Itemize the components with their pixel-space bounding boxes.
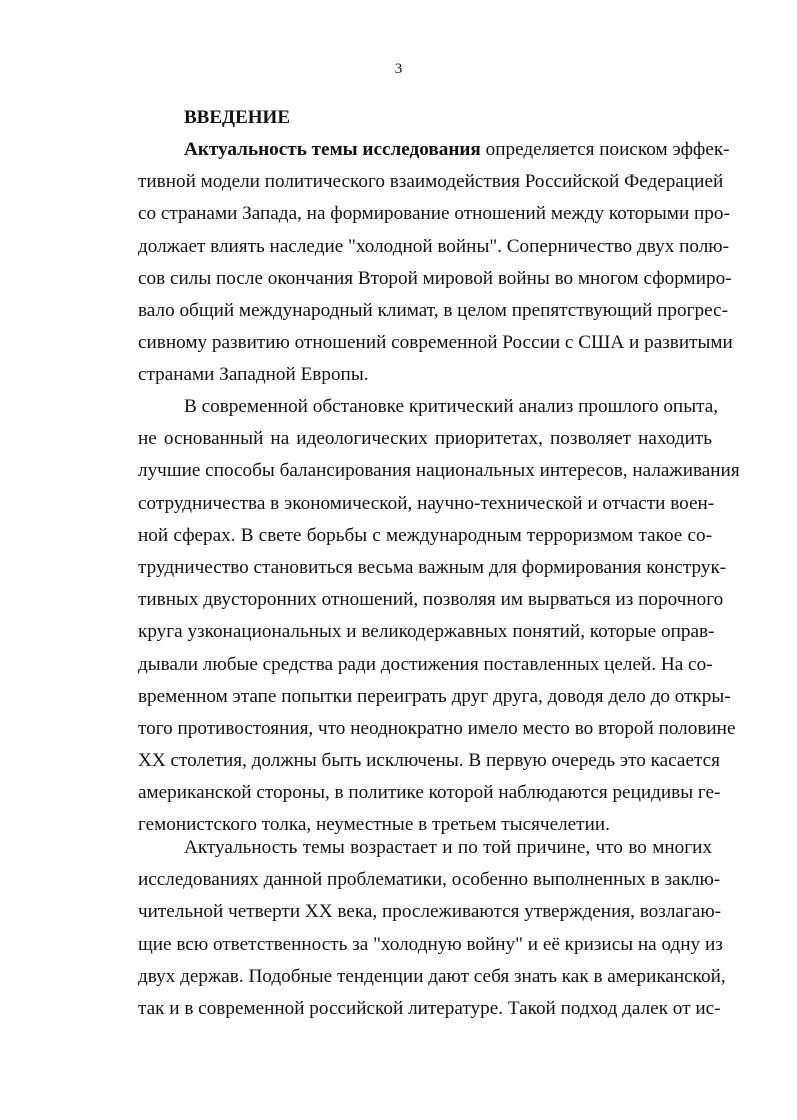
paragraph-line: чительной четверти XX века, прослеживаются утверждения, возлагаю- — [138, 901, 722, 923]
paragraph-line: В современной обстановке критический анализ прошлого опыта, — [184, 396, 719, 417]
bold-lead: Актуальность темы исследования — [184, 139, 481, 160]
paragraph-line: дывали любые средства ради достижения поставленных целей. На со- — [138, 653, 713, 675]
paragraph-line: гемонистского толка, неуместные в третьем тысячелетии. — [138, 814, 610, 836]
paragraph-line: XX столетия, должны быть исключены. В первую очередь это касается — [138, 750, 720, 772]
paragraph-line — [138, 134, 730, 166]
paragraph-line: щие всю ответственность за "холодную войну" и её кризисы на одну из — [138, 933, 723, 955]
paragraph-relevance — [138, 134, 733, 392]
paragraph-line: ной сферах. В свете борьбы с международным терроризмом такое со- — [138, 524, 712, 546]
page-number: 3 — [394, 61, 403, 77]
paragraph-line: временном этапе попытки переиграть друг друга, доводя дело до откры- — [138, 685, 731, 707]
paragraph-line: круга узконациональных и великодержавных понятий, которые оправ- — [138, 621, 715, 643]
paragraph-line: сивному развитию отношений современной России с США и развитыми — [138, 332, 733, 354]
paragraph-line: вало общий международный климат, в целом препятствующий прогрес- — [138, 299, 728, 321]
paragraph-line: лучшие способы балансирования национальных интересов, налаживания — [138, 460, 740, 482]
paragraph-modern-situation — [138, 391, 740, 842]
lead-rest: определяется поиском эффек- — [480, 139, 730, 160]
paragraph-line: странами Западной Европы. — [138, 364, 369, 386]
paragraph-line: того противостояния, что неоднократно имело место во второй половине — [138, 717, 736, 739]
paragraph-line: сотрудничества в экономической, научно-технической и отчасти воен- — [138, 492, 715, 514]
paragraph-line: так и в современной российской литературе. Такой подход далек от ис- — [138, 997, 721, 1019]
paragraph-line: Актуальность темы возрастает и по той причине, что во многих — [184, 837, 712, 858]
paragraph-line: со странами Запада, на формирование отношений между которыми про- — [138, 203, 730, 225]
paragraph-line: тивной модели политического взаимодействия Российской Федерацией — [138, 171, 724, 193]
paragraph-line: должает влиять наследие "холодной войны". Соперничество двух полю- — [138, 235, 729, 257]
section-heading: ВВЕДЕНИЕ — [184, 107, 290, 128]
paragraph-line: трудничество становиться весьма важным для формирования конструк- — [138, 556, 727, 578]
paragraph-line: двух держав. Подобные тенденции дают себя знать как в американской, — [138, 965, 726, 987]
paragraph-line: американской стороны, в политике которой наблюдаются рецидивы ге- — [138, 782, 721, 804]
paragraph-relevance-grows — [138, 832, 726, 1025]
paragraph-line: не основанный на идеологических приоритетах, позволяет находить — [138, 428, 712, 450]
paragraph-line: сов силы после окончания Второй мировой войны во многом сформиро- — [138, 267, 732, 289]
paragraph-line: тивных двусторонних отношений, позволяя им вырваться из порочного — [138, 589, 724, 611]
paragraph-line: исследованиях данной проблематики, особенно выполненных в заклю- — [138, 869, 721, 891]
